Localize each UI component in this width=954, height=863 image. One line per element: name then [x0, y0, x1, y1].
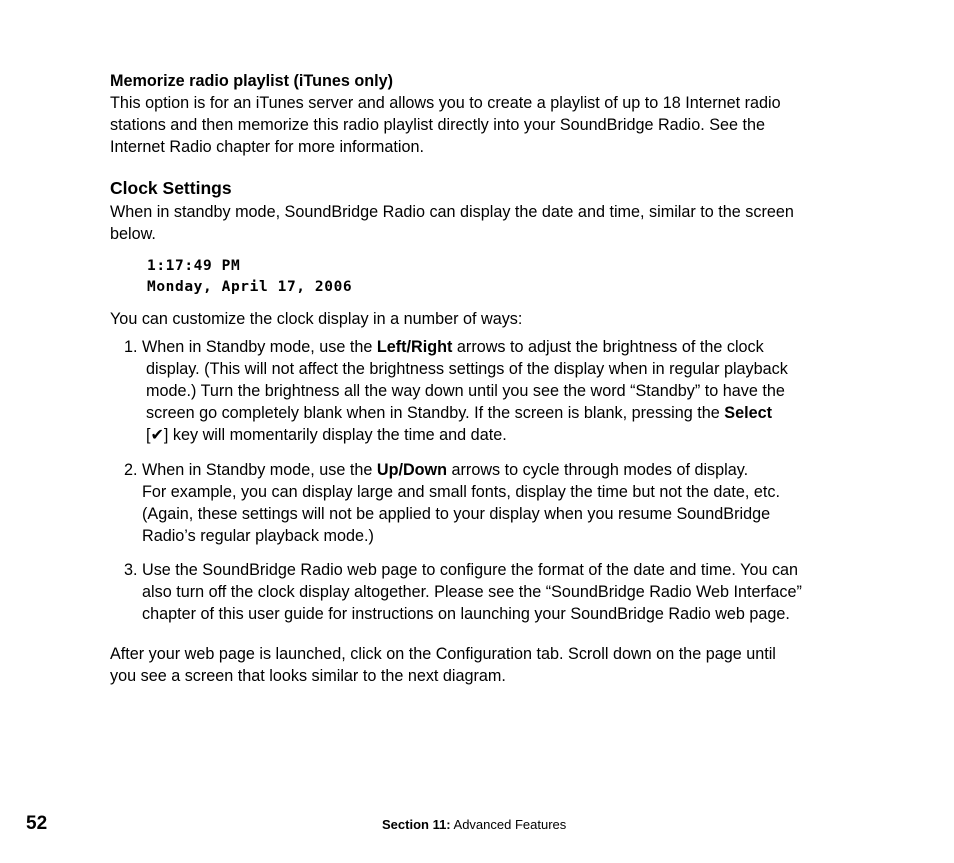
item-2-text-d: Radio’s regular playback mode.) [142, 527, 374, 545]
item-2-text-b: For example, you can display large and small fonts, display the time but not the date, etc. [142, 483, 780, 501]
footer-section [382, 816, 566, 834]
clock-display-time: 1:17:49 PM [147, 258, 241, 274]
clock-intro-paragraph [110, 201, 870, 245]
clock-settings-heading: Clock Settings [110, 178, 232, 198]
item-1-number: 1. [124, 338, 138, 356]
clock-display-sample [147, 256, 352, 298]
page-number: 52 [26, 813, 48, 834]
up-down-key-label: Up/Down [376, 461, 448, 479]
item-2-text-a-end: arrows to cycle through modes of display. [447, 461, 749, 479]
list-item-2 [124, 459, 849, 547]
item-1-bracket-open: [ [146, 426, 151, 444]
checkmark-icon: ✔ [150, 427, 164, 444]
memorize-line-2: stations and then memorize this radio playlist directly into your SoundBridge Radio. See the [110, 116, 766, 134]
item-1-text-e: ] key will momentarily display the time and date. [163, 426, 507, 444]
after-line-2: you see a screen that looks similar to the next diagram. [110, 667, 506, 685]
clock-display-date: Monday, April 17, 2006 [147, 279, 353, 295]
item-3-text-b: also turn off the clock display altogether. Please see the “SoundBridge Radio Web Interface” [142, 583, 802, 601]
item-3-text-c: chapter of this user guide for instructions on launching your SoundBridge Radio web page. [142, 605, 790, 623]
customize-intro: You can customize the clock display in a number of ways: [110, 310, 523, 328]
item-1-text-b: display. (This will not affect the brightness settings of the display when in regular playback [146, 360, 788, 378]
memorize-playlist-heading: Memorize radio playlist (iTunes only) [110, 72, 394, 90]
memorize-line-3: Internet Radio chapter for more information. [110, 138, 425, 156]
left-right-key-label: Left/Right [376, 338, 453, 356]
item-1-text-d: screen go completely blank when in Standby. If the screen is blank, pressing the [146, 404, 725, 422]
memorize-line-1: This option is for an iTunes server and allows you to create a playlist of up to 18 Internet radio [110, 94, 781, 112]
after-line-1: After your web page is launched, click on the Configuration tab. Scroll down on the page until [110, 645, 776, 663]
item-1-text-a: When in Standby mode, use the [142, 338, 377, 356]
item-2-text-a: When in Standby mode, use the [142, 461, 377, 479]
memorize-playlist-paragraph [110, 92, 870, 158]
select-key-label: Select [724, 404, 772, 422]
item-1-text-c: mode.) Turn the brightness all the way down until you see the word “Standby” to have the [146, 382, 785, 400]
item-2-text-c: (Again, these settings will not be applied to your display when you resume SoundBridge [142, 505, 771, 523]
item-3-number: 3. [124, 561, 138, 579]
item-3-text-a: Use the SoundBridge Radio web page to configure the format of the date and time. You can [142, 561, 799, 579]
item-1-text-a-end: arrows to adjust the brightness of the clock [452, 338, 764, 356]
after-launch-paragraph [110, 643, 870, 687]
footer-section-label: Section 11: [382, 817, 451, 832]
clock-intro-line-2: below. [110, 225, 156, 243]
list-item-3 [124, 559, 849, 625]
clock-intro-line-1: When in standby mode, SoundBridge Radio can display the date and time, similar to the screen [110, 203, 794, 221]
list-item-1 [124, 336, 849, 447]
footer-section-title: Advanced Features [450, 817, 567, 832]
item-2-number: 2. [124, 461, 138, 479]
